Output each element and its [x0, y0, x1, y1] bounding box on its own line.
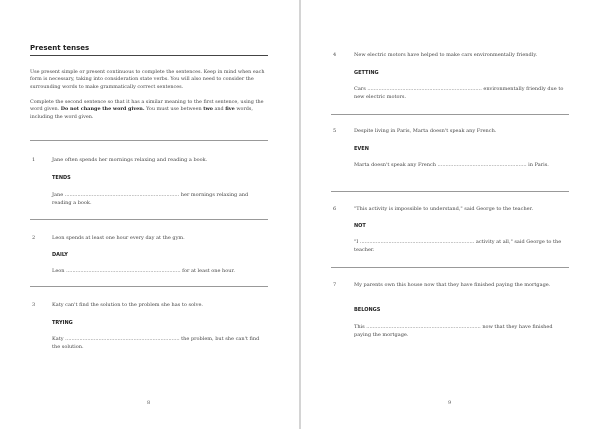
- instructions-divider: [30, 140, 268, 141]
- instructions-emphasis: five: [225, 106, 235, 113]
- question-sentence: Despite living in Paris, Marta doesn't speak any French.: [354, 128, 497, 134]
- question-keyword: EVEN: [354, 146, 369, 152]
- instructions-text: and: [214, 106, 224, 113]
- instructions-paragraph-2: [30, 99, 270, 121]
- section-title: Present tenses: [30, 44, 90, 52]
- instructions-emphasis: two: [203, 106, 213, 113]
- left-page: [0, 0, 299, 429]
- question-answer-line: Cars ........................................................................ environmentally friendly due to new electric motors.: [354, 86, 564, 100]
- question-keyword: DAILY: [52, 252, 68, 258]
- instructions-emphasis: Do not change the word given.: [60, 106, 145, 113]
- question-keyword: NOT: [354, 223, 366, 229]
- question-sentence: "This activity is impossible to understand," said George to the teacher.: [354, 206, 534, 212]
- question-answer-line: Marta doesn't speak any French ........................................................ in Paris.: [354, 162, 549, 168]
- question-number: 6: [333, 206, 337, 212]
- question-sentence: My parents own this house now that they have finished paying the mortgage.: [354, 282, 551, 288]
- question-keyword: TRYING: [52, 320, 73, 326]
- question-keyword: TENDS: [52, 175, 71, 181]
- question-answer-line: Katy ........................................................................ the problem, but she can't find the solution.: [52, 336, 260, 350]
- question-answer-line: This ........................................................................ now that they have finished paying the mortgage.: [354, 324, 553, 338]
- right-page: [301, 0, 600, 429]
- instructions-text: You must use between: [146, 106, 202, 113]
- question-keyword: GETTING: [354, 70, 379, 76]
- question-number: 4: [333, 52, 337, 58]
- question-divider: [331, 267, 569, 268]
- page-number: 9: [448, 400, 452, 406]
- question-sentence: Katy can't find the solution to the problem she has to solve.: [52, 302, 203, 308]
- question-divider: [30, 286, 268, 287]
- question-number: 3: [32, 302, 36, 308]
- title-divider: [30, 55, 268, 56]
- question-divider: [30, 219, 268, 220]
- question-number: 2: [32, 235, 36, 241]
- question-sentence: Leon spends at least one hour every day at the gym.: [52, 235, 185, 241]
- question-number: 1: [32, 157, 36, 163]
- instructions-text: words, including the word given.: [30, 106, 253, 120]
- question-number: 7: [333, 282, 337, 288]
- question-answer-line: Leon ........................................................................ for at least one hour.: [52, 268, 235, 274]
- instructions-text: Complete the second sentence so that it has a similar meaning to the first sentence, using the word given.: [30, 99, 264, 113]
- question-sentence: New electric motors have helped to make cars environmentally friendly.: [354, 52, 538, 58]
- question-divider: [331, 114, 569, 115]
- question-answer-line: "I ........................................................................ activity at all," said George to the teacher.: [354, 239, 562, 253]
- instructions-paragraph-1: Use present simple or present continuous to complete the sentences. Keep in mind when each form is necessary, taking into consideration state verbs. You will also need to consider the surrounding words to make grammatically correct sentences.: [30, 69, 265, 90]
- question-answer-line: Jane ........................................................................ her mornings relaxing and reading a book.: [52, 192, 249, 206]
- question-keyword: BELONGS: [354, 307, 381, 313]
- question-divider: [331, 191, 569, 192]
- page-number: 8: [147, 400, 151, 406]
- question-number: 5: [333, 128, 337, 134]
- question-sentence: Jane often spends her mornings relaxing and reading a book.: [52, 157, 208, 163]
